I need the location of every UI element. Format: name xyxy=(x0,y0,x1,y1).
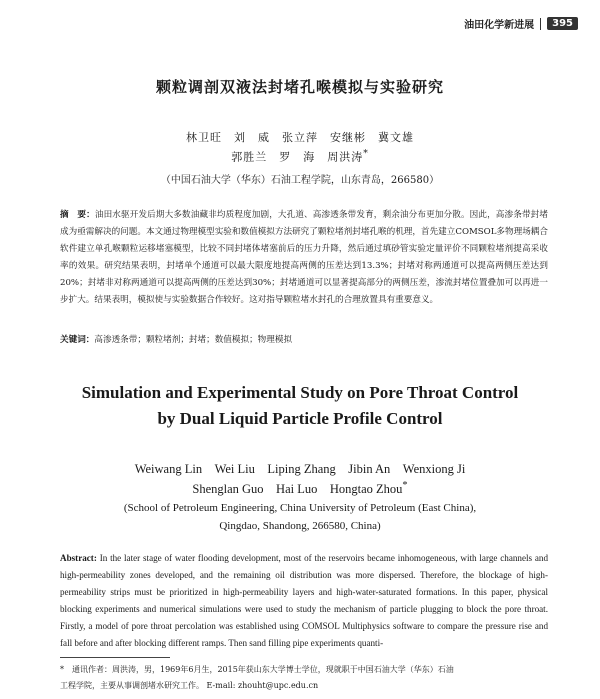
running-head xyxy=(464,16,578,31)
english-title-line-1: Simulation and Experimental Study on Pore Throat Control xyxy=(81,383,519,402)
english-authors-names-2: Shenglan Guo Hai Luo Hongtao Zhou xyxy=(192,482,403,496)
chinese-abstract xyxy=(60,207,548,309)
english-abstract-label: Abstract: xyxy=(60,553,97,563)
chinese-title: 颗粒调剖双液法封堵孔喉模拟与实验研究 xyxy=(155,78,444,96)
chinese-keywords-text: 高渗透条带；颗粒堵剂；封堵；数值模拟；物理模拟 xyxy=(94,335,293,345)
footnote xyxy=(60,662,548,694)
chinese-abstract-text: 油田水驱开发后期大多数油藏非均质程度加剧，大孔道、高渗透条带发育，剩余油分布更加分散。因此，高渗条带封堵成为亟需解决的问题。本文通过物理模型实验和数值模拟方法研究了颗粒堵剂封堵孔喉的机理，首先建立COMSOL多物理场耦合软件建立单孔喉颗粒运移堵塞模型，比较不同封堵体堵塞前后的压力升降，然后通过填砂管实验定量评价不同颗粒堵剂提高采收率的效果。研究结果表明，封堵单个通道可以最大限度地提高两侧的压差达到13.3%；封堵对称两通道可以提高两侧压差达到20%；封堵非对称两通道可以提高两侧的压差达到30%；封堵通道可以显著提高部分的两侧压差，渗流封堵位置叠加可以再进一步扩大。结果表明，模拟使与实验数据合作较好。这对指导颗粒堵水封孔的合理放置具有重要意义。 xyxy=(60,210,548,305)
footnote-line-1 xyxy=(60,662,548,678)
chinese-affiliation: （中国石油大学（华东）石油工程学院，山东青岛，266580） xyxy=(160,175,440,186)
chinese-authors-line-1: 林卫旺 刘 威 张立萍 安继彬 冀文雄 xyxy=(186,131,414,144)
footnote-rule xyxy=(60,657,170,658)
english-authors-line-2 xyxy=(0,479,600,497)
footnote-mark: * xyxy=(60,665,64,674)
journal-name: 油田化学新进展 xyxy=(464,20,535,31)
chinese-keywords-label: 关键词： xyxy=(60,335,95,345)
corresponding-author-mark: * xyxy=(363,148,369,159)
english-abstract xyxy=(60,550,548,651)
footnote-text-1: 通讯作者：周洪涛，男，1969年6月生，2015年获山东大学博士学位，现就职于中国石油大学（华东）石油 xyxy=(72,665,454,674)
english-corresponding-mark: * xyxy=(402,479,408,491)
english-authors-line-1: Weiwang Lin Wei Liu Liping Zhang Jibin An Wenxiong Ji xyxy=(134,462,466,476)
page-number: 395 xyxy=(547,17,578,30)
chinese-keywords xyxy=(60,333,548,345)
english-affiliation-line-2: Qingdao, Shandong, 266580, China) xyxy=(219,520,381,532)
english-abstract-text: In the later stage of water flooding development, most of the reservoirs became inhomogeneous, with large channels and high-permeability zones developed, and the remaining oil distribution was more dispersed. Therefore, the blockage of high-permeability strips must be prioritized in high-permeability layers and high-water-saturated formations. In this paper, physical blocking experiments and numerical simulations were used to study the mechanism of particle plugging to block the pore throat. Firstly, a model of pore throat percolation was established using COMSOL Multiphysics software to compare the pressure rise and fall before and after blocking different ramps. Then sand filling pipe experiments quanti- xyxy=(60,553,548,648)
header-divider xyxy=(540,18,541,30)
chinese-authors-line-2 xyxy=(0,148,600,165)
footnote-text-2: 工程学院，主要从事调剖堵水研究工作。 E-mail: zhouht@upc.edu.cn xyxy=(60,681,319,690)
chinese-authors-names-2: 郭胜兰 罗 海 周洪涛 xyxy=(231,150,364,164)
english-affiliation-line-1: (School of Petroleum Engineering, China University of Petroleum (East China), xyxy=(123,502,477,514)
english-title-line-2: by Dual Liquid Particle Profile Control xyxy=(157,409,443,428)
chinese-abstract-label: 摘 要： xyxy=(60,210,95,220)
